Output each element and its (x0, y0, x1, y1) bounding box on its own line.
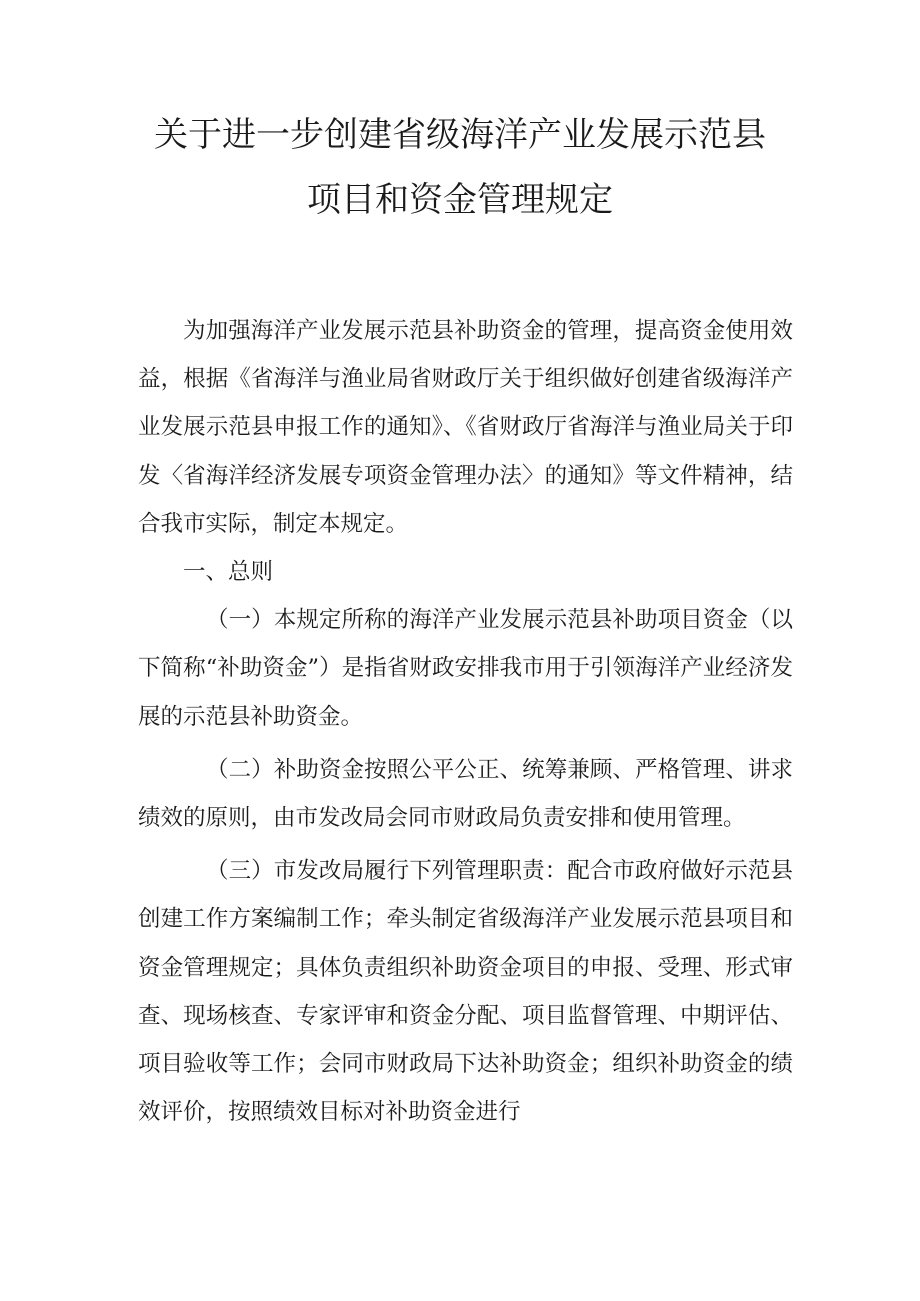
document-title-line-2: 项目和资金管理规定 (307, 180, 613, 220)
clause-2-paragraph: （二）补助资金按照公平公正、统筹兼顾、严格管理、讲求绩效的原则，由市发改局会同市财政局负责安排和使用管理。 (138, 756, 793, 832)
intro-paragraph: 为加强海洋产业发展示范县补助资金的管理，提高资金使用效益，根据《省海洋与渔业局省财政厅关于组织做好创建省级海洋产业发展示范县申报工作的通知》、《省财政厅省海洋与渔业局关于印发〈省海洋经济发展专项资金管理办法〉的通知》等文件精神，结合我市实际，制定本规定。 (138, 318, 793, 537)
section-heading-general: 一、总则 (183, 559, 274, 586)
clause-1-paragraph: （一）本规定所称的海洋产业发展示范县补助项目资金（以下简称“补助资金”）是指省财政安排我市用于引领海洋产业经济发展的示范县补助资金。 (138, 607, 793, 730)
document-title-line-1: 关于进一步创建省级海洋产业发展示范县 (154, 115, 766, 155)
clause-3-paragraph: （三）市发改局履行下列管理职责：配合市政府做好示范县创建工作方案编制工作；牵头制定省级海洋产业发展示范县项目和资金管理规定；具体负责组织补助资金项目的申报、受理、形式审查、现场核查、专家评审和资金分配、项目监督管理、中期评估、项目验收等工作；会同市财政局下达补助资金；组织补助资金的绩效评价，按照绩效目标对补助资金进行 (138, 858, 793, 1126)
document-body (138, 307, 793, 1136)
